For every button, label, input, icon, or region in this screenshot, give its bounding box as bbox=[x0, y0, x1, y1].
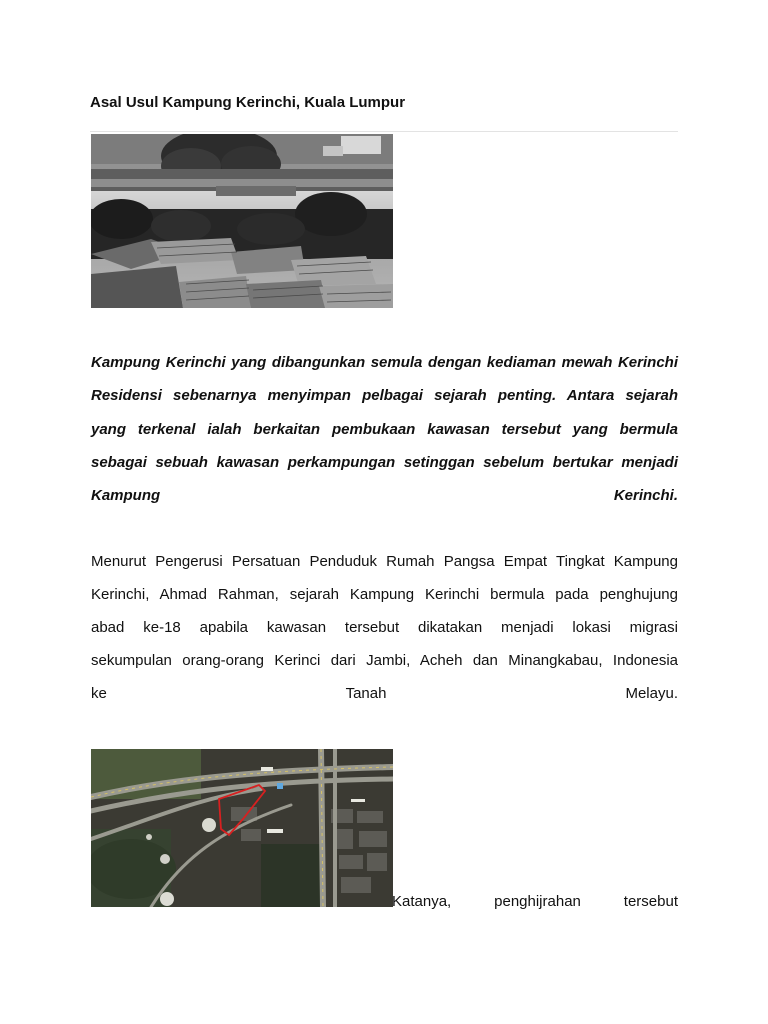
paragraph-1-line-1: Kampung Kerinchi yang dibangunkan semula dengan kediaman mewah Kerinchi bbox=[91, 354, 678, 371]
satellite-map-image-icon bbox=[91, 749, 393, 907]
title-divider bbox=[90, 131, 678, 132]
document-title: Asal Usul Kampung Kerinchi, Kuala Lumpur bbox=[90, 94, 406, 111]
paragraph-2-line-5: ke Tanah Melayu. bbox=[91, 685, 678, 702]
paragraph-2-line-1: Menurut Pengerusi Persatuan Penduduk Rumah Pangsa Empat Tingkat Kampung bbox=[91, 553, 678, 570]
paragraph-1-line-2: Residensi sebenarnya menyimpan pelbagai sejarah penting. Antara sejarah bbox=[91, 387, 678, 404]
kerinchi-map-image bbox=[91, 749, 393, 907]
paragraph-1-line-3: yang terkenal ialah berkaitan pembukaan kawasan tersebut yang bermula bbox=[91, 421, 678, 438]
paragraph-2-line-3: abad ke-18 apabila kawasan tersebut dikatakan menjadi lokasi migrasi bbox=[91, 619, 678, 636]
paragraph-2-line-4: sekumpulan orang-orang Kerinci dari Jambi, Acheh dan Minangkabau, Indonesia bbox=[91, 652, 678, 669]
paragraph-1-line-5: Kampung Kerinchi. bbox=[91, 487, 678, 504]
village-rooftops-photo-icon bbox=[91, 134, 393, 308]
paragraph-2-line-2: Kerinchi, Ahmad Rahman, sejarah Kampung Kerinchi bermula pada penghujung bbox=[91, 586, 678, 603]
paragraph-1-line-4: sebagai sebuah kawasan perkampungan setinggan sebelum bertukar menjadi bbox=[91, 454, 678, 471]
village-photo bbox=[91, 134, 393, 308]
paragraph-3-line-1: Katanya, penghijrahan tersebut bbox=[392, 893, 678, 910]
